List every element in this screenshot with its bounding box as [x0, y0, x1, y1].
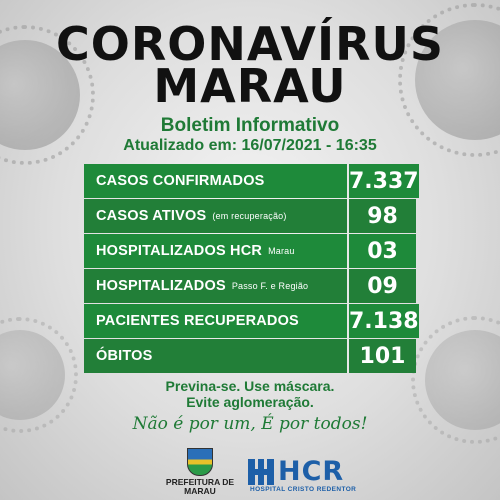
prevention-message: Evite aglomeração. [186, 394, 314, 410]
table-row [84, 339, 416, 373]
row-value: 7.337 [349, 164, 419, 198]
prefeitura-logo [165, 448, 235, 500]
hospital-cross-icon [248, 459, 274, 485]
row-note: (em recuperação) [212, 211, 287, 221]
prevention-message: Previna-se. Use máscara. [165, 378, 335, 394]
stats-table [84, 164, 419, 374]
prefeitura-label: PREFEITURA DE MARAU [165, 477, 235, 496]
title-coronavirus: CORONAVÍRUS [56, 17, 444, 71]
row-value: 09 [349, 269, 416, 303]
table-row [84, 269, 416, 303]
table-row [84, 234, 416, 268]
hcr-name: HCR [278, 456, 345, 487]
row-note: Marau [268, 246, 295, 256]
row-value: 101 [349, 339, 416, 373]
bulletin-subtitle: Boletim Informativo [160, 115, 340, 136]
row-value: 7.138 [349, 304, 419, 338]
row-label: PACIENTES RECUPERADOS [84, 304, 349, 338]
row-label: ÓBITOS [84, 339, 349, 373]
updated-timestamp: Atualizado em: 16/07/2021 - 16:35 [123, 137, 377, 154]
footer-logos [0, 448, 500, 500]
coat-of-arms-icon [187, 448, 213, 476]
row-note: Passo F. e Região [231, 281, 309, 291]
slogan: Não é por um, É por todos! [132, 414, 368, 434]
hcr-logo [248, 456, 357, 496]
hcr-full-name: HOSPITAL CRISTO REDENTOR [250, 486, 357, 493]
row-label: HOSPITALIZADOS HCR Marau [84, 234, 349, 268]
table-row [84, 304, 419, 338]
row-label: CASOS CONFIRMADOS [84, 164, 349, 198]
row-label: CASOS ATIVOS (em recuperação) [84, 199, 349, 233]
row-value: 98 [349, 199, 416, 233]
table-row [84, 164, 419, 198]
row-value: 03 [349, 234, 416, 268]
row-label: HOSPITALIZADOS Passo F. e Região [84, 269, 349, 303]
title-city: MARAU [153, 59, 347, 113]
table-row [84, 199, 416, 233]
